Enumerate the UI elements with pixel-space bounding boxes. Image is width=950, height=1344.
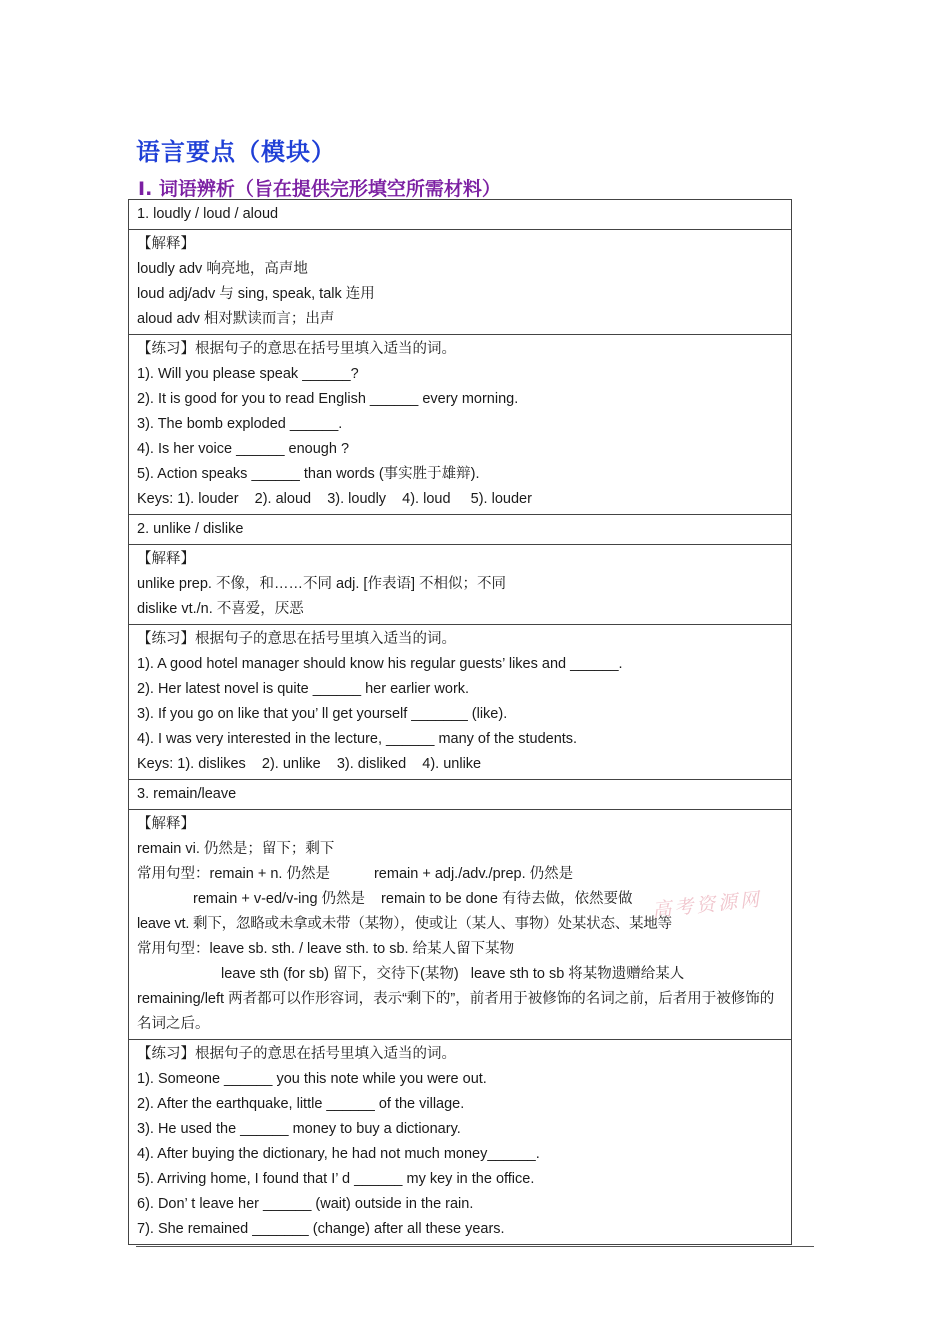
practice-item: 4). After buying the dictionary, he had not much money______. bbox=[137, 1146, 540, 1162]
practice-label: 【练习】根据句子的意思在括号里填入适当的词。 bbox=[137, 631, 456, 647]
practice-item: 4). Is her voice ______ enough ? bbox=[137, 441, 350, 457]
section-heading bbox=[129, 200, 792, 230]
pattern-text: remain to be done 有待去做，依然要做 bbox=[381, 891, 633, 907]
pattern-line: 常用句型：leave sb. sth. / leave sth. to sb. 给某人留下某物 bbox=[137, 941, 515, 957]
practice-item: 6). Don’ t leave her ______ (wait) outside in the rain. bbox=[137, 1196, 474, 1212]
practice-item: 5). Arriving home, I found that I’ d ______ my key in the office. bbox=[137, 1171, 535, 1187]
answer-keys: Keys: 1). louder 2). aloud 3). loudly 4). loud 5). louder bbox=[137, 491, 532, 507]
table-row bbox=[129, 335, 792, 515]
explanation-line: loud adj/adv 与 sing, speak, talk 连用 bbox=[137, 286, 375, 302]
watermark: 高考资源网 bbox=[651, 888, 764, 922]
explanation-line: aloud adv 相对默读而言；出声 bbox=[137, 311, 335, 327]
practice-item: 7). She remained _______ (change) after all these years. bbox=[137, 1221, 505, 1237]
practice-cell bbox=[129, 335, 792, 515]
page-title: 语言要点（模块） bbox=[136, 138, 336, 166]
table-row bbox=[129, 810, 792, 1040]
table-row bbox=[129, 1040, 792, 1245]
pattern-line bbox=[137, 862, 783, 887]
practice-item: 3). The bomb exploded ______. bbox=[137, 416, 343, 432]
practice-item: 2). It is good for you to read English ______ every morning. bbox=[137, 391, 519, 407]
pattern-line: leave sth (for sb) 留下，交待下(某物) leave sth to sb 将某物遗赠给某人 bbox=[221, 966, 685, 982]
pattern-text: 常用句型：remain + n. 仍然是 bbox=[137, 866, 330, 882]
practice-item: 1). Will you please speak ______? bbox=[137, 366, 359, 382]
footer-divider bbox=[136, 1246, 814, 1247]
explanation-note: remaining/left 两者都可以作形容词，表示“剩下的”，前者用于被修饰的名词之前，后者用于被修饰的名词之后。 bbox=[137, 991, 775, 1032]
explanation-line: unlike prep. 不像，和……不同 adj. [作表语] 不相似；不同 bbox=[137, 576, 507, 592]
explanation-line: leave vt. 剩下，忽略或未拿或未带（某物），使或让（某人、事物）处某状态、某地等 bbox=[137, 916, 672, 932]
heading-text: 3. remain/leave bbox=[137, 786, 237, 802]
practice-item: 3). He used the ______ money to buy a dictionary. bbox=[137, 1121, 461, 1137]
practice-item: 5). Action speaks ______ than words (事实胜于雄辩). bbox=[137, 466, 480, 482]
section-heading bbox=[129, 515, 792, 545]
explanation-line: remain vi. 仍然是；留下；剩下 bbox=[137, 841, 335, 857]
explanation-line: dislike vt./n. 不喜爱，厌恶 bbox=[137, 601, 304, 617]
practice-item: 2). Her latest novel is quite ______ her earlier work. bbox=[137, 681, 470, 697]
section-heading bbox=[129, 780, 792, 810]
answer-keys: Keys: 1). dislikes 2). unlike 3). disliked 4). unlike bbox=[137, 756, 482, 772]
vocabulary-table bbox=[128, 199, 792, 1245]
explanation-label: 【解释】 bbox=[137, 816, 195, 832]
practice-item: 2). After the earthquake, little ______ of the village. bbox=[137, 1096, 465, 1112]
table-row bbox=[129, 545, 792, 625]
pattern-text: remain + v-ed/v-ing 仍然是 bbox=[193, 891, 366, 907]
table-row bbox=[129, 230, 792, 335]
practice-cell bbox=[129, 625, 792, 780]
practice-label: 【练习】根据句子的意思在括号里填入适当的词。 bbox=[137, 341, 456, 357]
heading-text: 1. loudly / loud / aloud bbox=[137, 206, 279, 222]
explanation-cell bbox=[129, 230, 792, 335]
heading-text: 2. unlike / dislike bbox=[137, 521, 244, 537]
table-row bbox=[129, 200, 792, 230]
pattern-text: remain + adj./adv./prep. 仍然是 bbox=[373, 866, 574, 882]
table-row bbox=[129, 625, 792, 780]
explanation-cell bbox=[129, 545, 792, 625]
table-row bbox=[129, 515, 792, 545]
section-subtitle: Ⅰ. 词语辨析（旨在提供完形填空所需材料） bbox=[138, 178, 501, 200]
practice-cell bbox=[129, 1040, 792, 1245]
explanation-label: 【解释】 bbox=[137, 551, 195, 567]
practice-item: 1). A good hotel manager should know his regular guests’ likes and ______. bbox=[137, 656, 623, 672]
practice-label: 【练习】根据句子的意思在括号里填入适当的词。 bbox=[137, 1046, 456, 1062]
practice-item: 3). If you go on like that you’ ll get yourself _______ (like). bbox=[137, 706, 508, 722]
table-row bbox=[129, 780, 792, 810]
explanation-line: loudly adv 响亮地，高声地 bbox=[137, 261, 308, 277]
practice-item: 4). I was very interested in the lecture, ______ many of the students. bbox=[137, 731, 578, 747]
explanation-cell bbox=[129, 810, 792, 1040]
practice-item: 1). Someone ______ you this note while you were out. bbox=[137, 1071, 487, 1087]
explanation-label: 【解释】 bbox=[137, 236, 195, 252]
